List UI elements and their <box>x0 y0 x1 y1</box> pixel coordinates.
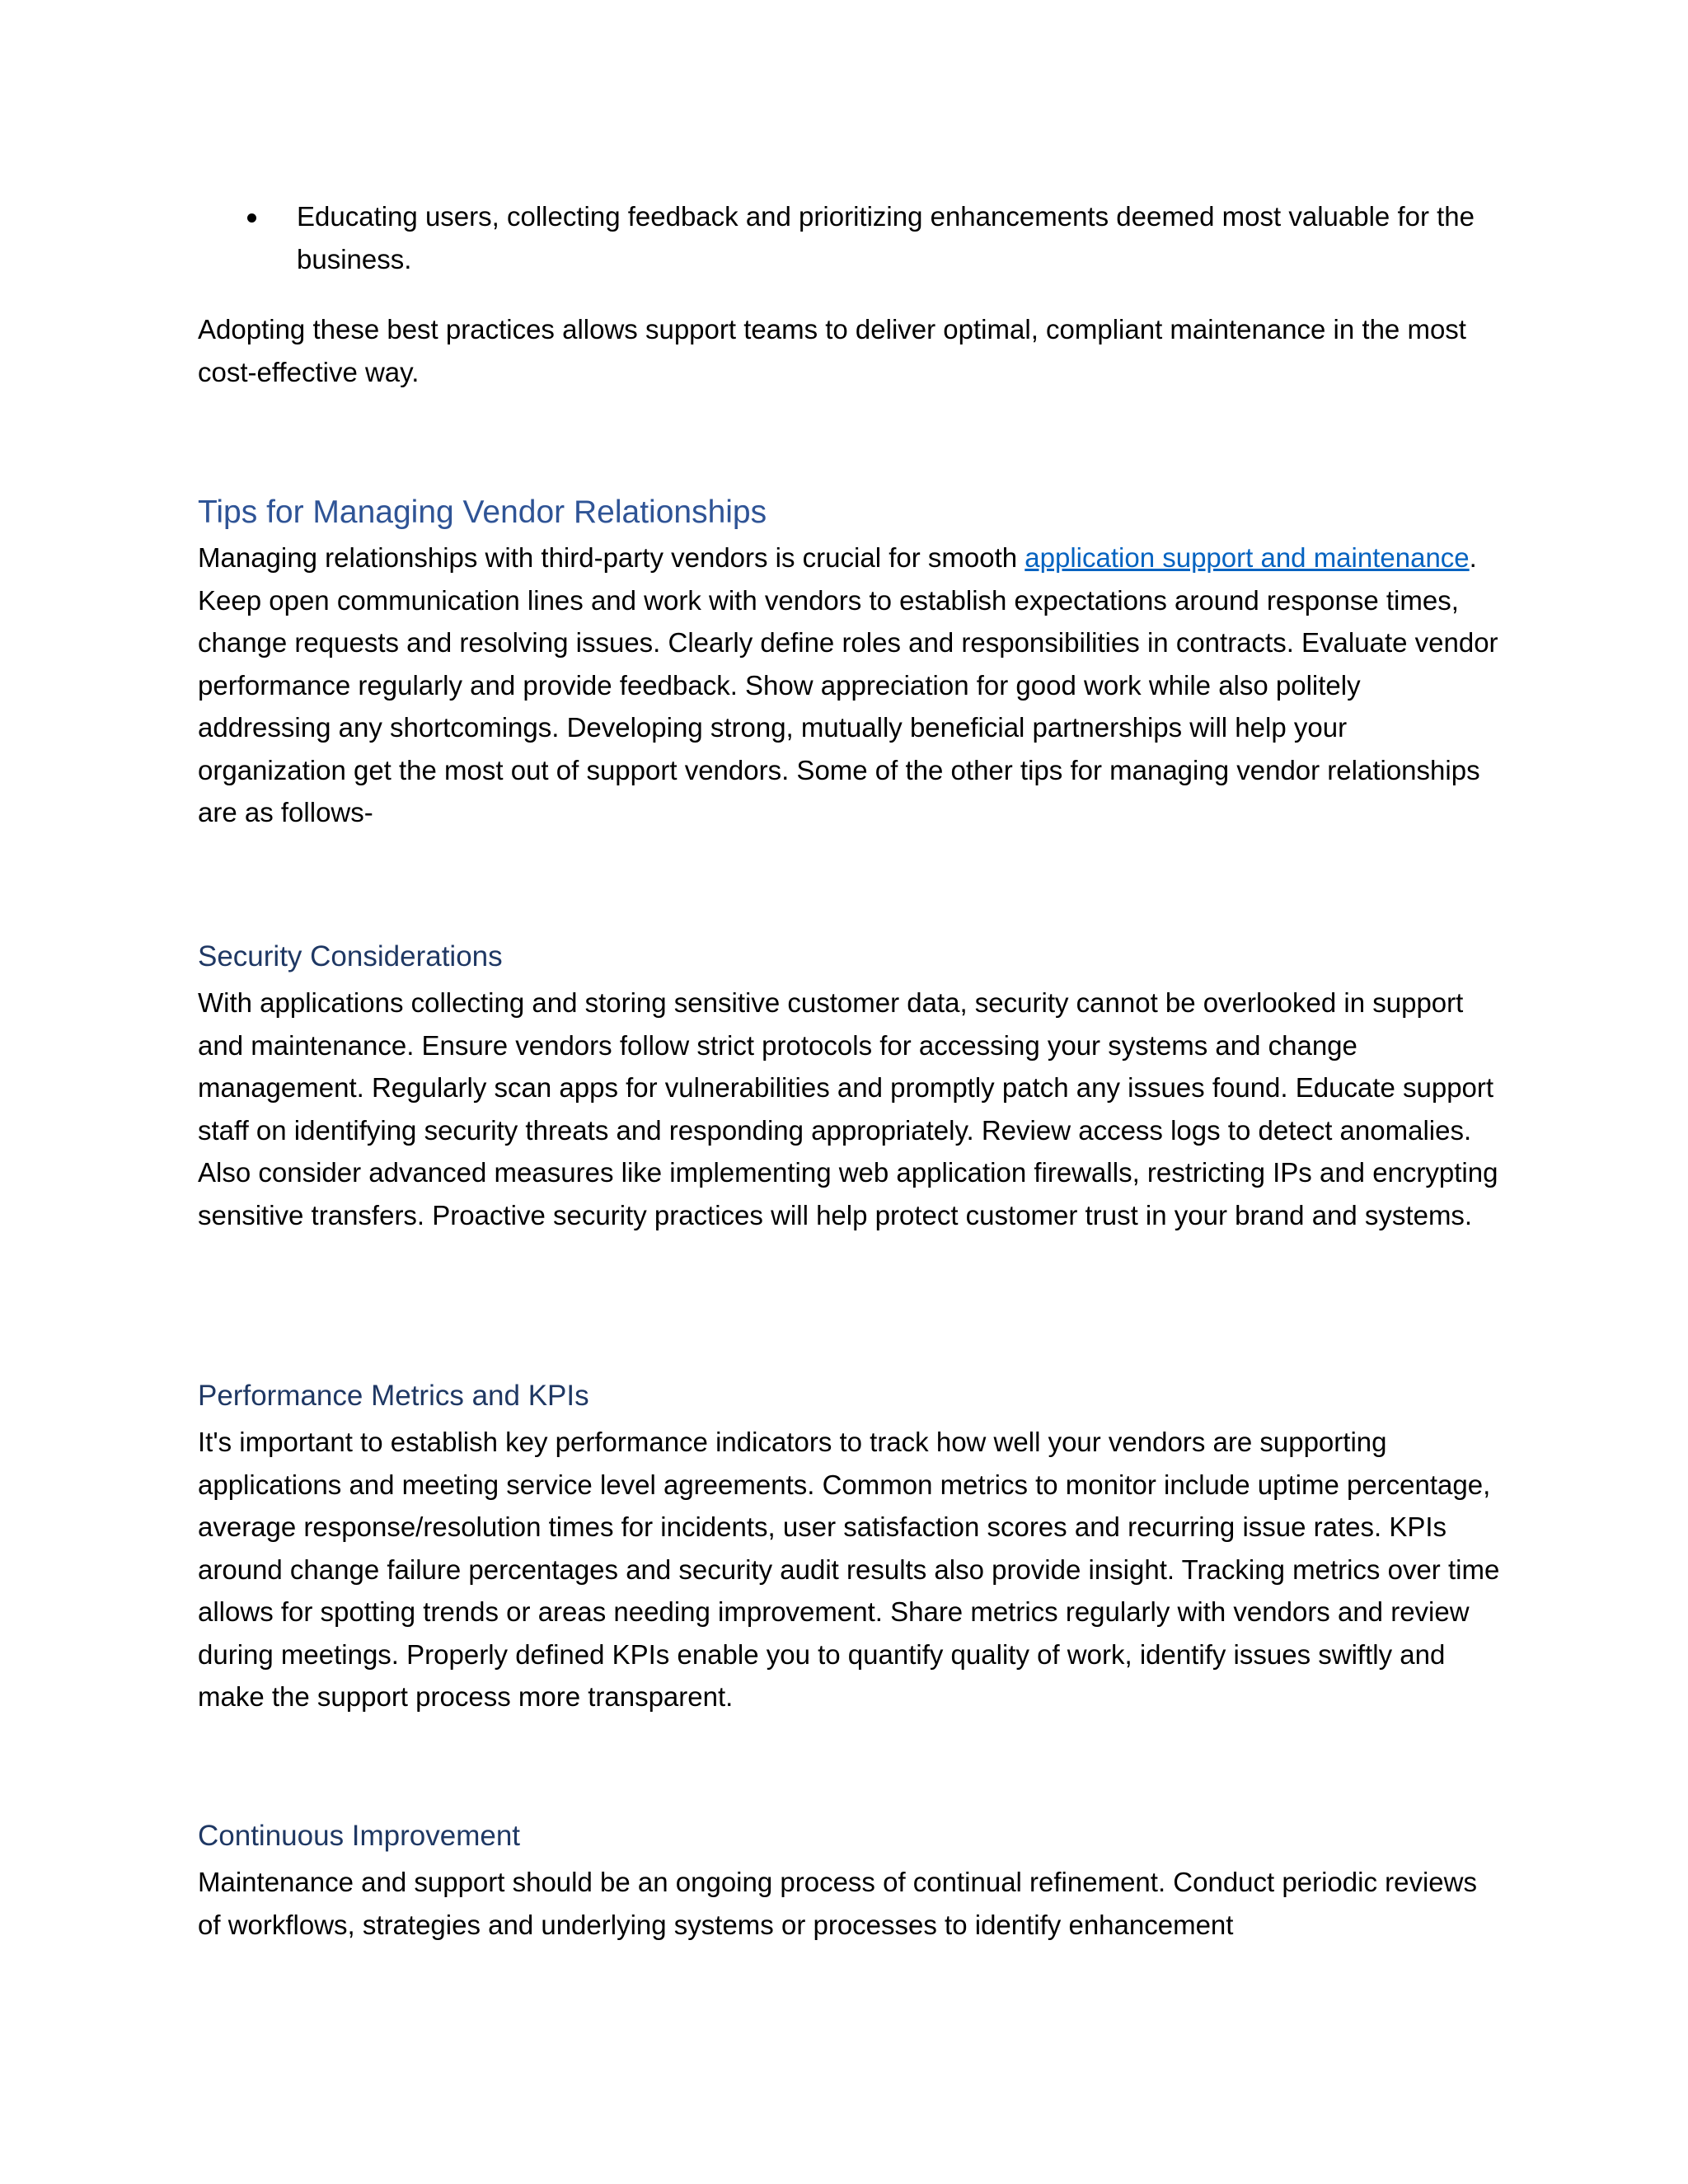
vendor-section <box>198 492 1500 834</box>
metrics-heading: Performance Metrics and KPIs <box>198 1380 589 1412</box>
metrics-paragraph: It's important to establish key performance indicators to track how well your vendors are supporting applications and meeting service level agreements. Common metrics to monitor include uptime percentage, average response/resolution times for incidents, user satisfaction scores and recurring issue rates. KPIs around change failure percentages and security audit results also provide insight. Tracking metrics over time allows for spotting trends or areas needing improvement. Share metrics regularly with vendors and review during meetings. Properly defined KPIs enable you to quantify quality of work, identify issues swiftly and make the support process more transparent. <box>198 1427 1500 1712</box>
vendor-text-before-link: Managing relationships with third-party vendors is crucial for smooth <box>198 542 1025 573</box>
improvement-heading: Continuous Improvement <box>198 1820 521 1852</box>
vendor-text-after-link: . Keep open communication lines and work with vendors to establish expectations around response times, change requests and resolving issues. Clearly define roles and responsibilities in contracts. Evaluate vendor performance regularly and provide feedback. Show appreciation for good work while also politely addressing any shortcomings. Developing strong, mutually beneficial partnerships will help your organization get the most out of support vendors. Some of the other tips for managing vendor relationships are as follows- <box>198 542 1498 827</box>
application-support-link[interactable]: application support and maintenance <box>1025 542 1470 573</box>
security-paragraph: With applications collecting and storing sensitive customer data, security cannot be overlooked in support and maintenance. Ensure vendors follow strict protocols for accessing your systems and change management. Regularly scan apps for vulnerabilities and promptly patch any issues found. Educate support staff on identifying security threats and responding appropriately. Review access logs to detect anomalies. Also consider advanced measures like implementing web application firewalls, restricting IPs and encrypting sensitive transfers. Proactive security practices will help protect customer trust in your brand and systems. <box>198 987 1498 1230</box>
improvement-paragraph: Maintenance and support should be an ongoing process of continual refinement. Conduct periodic reviews of workflows, strategies and underlying systems or processes to identify enhancement <box>198 1867 1477 1940</box>
vendor-paragraph <box>198 537 1500 834</box>
improvement-section <box>198 1816 1500 1946</box>
security-section <box>198 937 1500 1236</box>
bullet-list <box>198 195 1500 280</box>
intro-paragraph: Adopting these best practices allows support teams to deliver optimal, compliant maintenance in the most cost-effective way. <box>198 314 1466 387</box>
bullet-text: Educating users, collecting feedback and prioritizing enhancements deemed most valuable for the business. <box>297 201 1475 274</box>
vendor-heading: Tips for Managing Vendor Relationships <box>198 494 767 530</box>
security-heading: Security Considerations <box>198 940 503 972</box>
metrics-section <box>198 1376 1500 1718</box>
list-item <box>198 195 1500 280</box>
intro-block <box>198 308 1500 393</box>
bullet-icon <box>247 213 256 223</box>
